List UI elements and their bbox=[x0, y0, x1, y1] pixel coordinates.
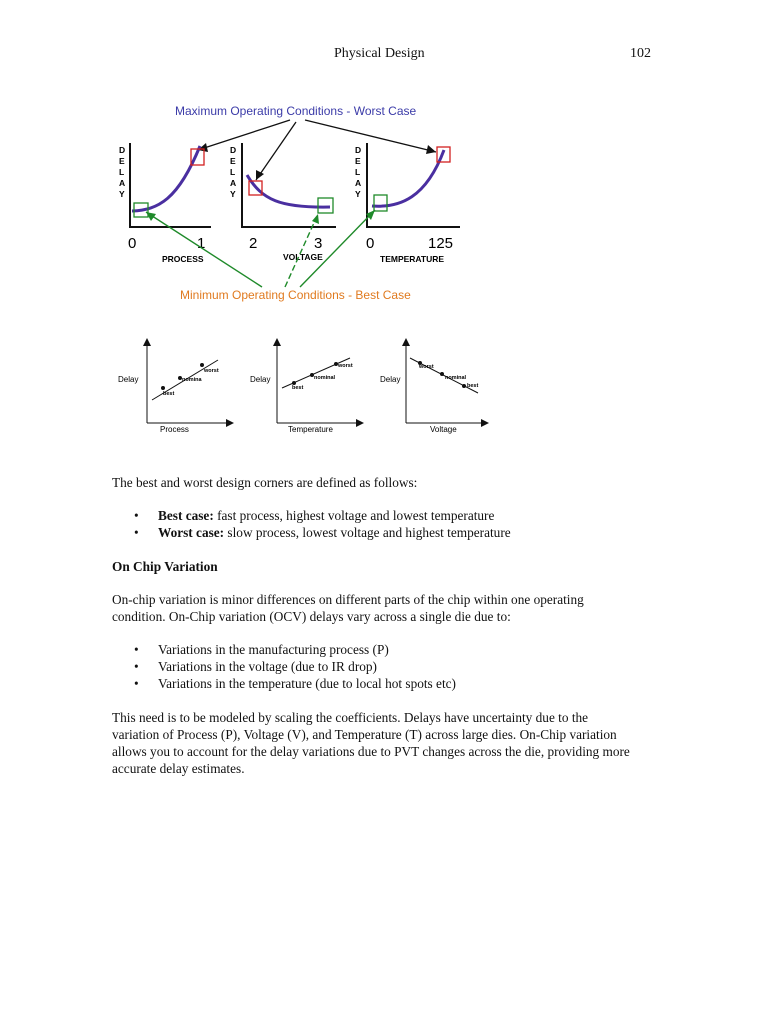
axis-letter: D bbox=[119, 145, 126, 155]
corner-list bbox=[112, 507, 672, 541]
axis-letter: A bbox=[230, 178, 237, 188]
point-label: nominal bbox=[445, 375, 467, 381]
trend-chart-process bbox=[118, 340, 232, 434]
trend-chart-temperature bbox=[250, 340, 362, 434]
tick-label: 0 bbox=[366, 235, 375, 252]
worst-arrow-voltage bbox=[256, 122, 296, 180]
point-label: nomina bbox=[182, 377, 202, 383]
x-axis-label: Process bbox=[160, 425, 189, 434]
data-point-best bbox=[161, 386, 165, 390]
page-number: 102 bbox=[630, 46, 651, 61]
tick-label: 2 bbox=[249, 235, 258, 252]
best-corner-box bbox=[318, 198, 333, 213]
axis-letter: L bbox=[230, 167, 236, 177]
axis-letter: E bbox=[230, 156, 236, 166]
delay-curve bbox=[132, 146, 200, 211]
axis-letter: Y bbox=[355, 189, 361, 199]
tick-label: 0 bbox=[128, 235, 137, 252]
point-label: worst bbox=[338, 363, 353, 369]
axis-letter: E bbox=[119, 156, 125, 166]
text-line: accurate delay estimates. bbox=[112, 761, 245, 776]
corner-text: slow process, lowest voltage and highest temperature bbox=[224, 525, 511, 540]
x-axis-label: TEMPERATURE bbox=[380, 254, 445, 264]
y-axis-label: Delay bbox=[380, 375, 401, 384]
best-arrow-temperature bbox=[300, 210, 375, 287]
data-point-nominal bbox=[440, 372, 444, 376]
text-line: condition. On-Chip variation (OCV) delays vary across a single die due to: bbox=[112, 609, 511, 624]
delay-curve bbox=[372, 150, 444, 206]
point-label: best bbox=[292, 385, 304, 391]
worst-arrow-process bbox=[198, 120, 290, 150]
axes bbox=[130, 143, 211, 227]
best-arrow-process bbox=[146, 212, 262, 287]
text-line: On-chip variation is minor differences on different parts of the chip within one operating bbox=[112, 592, 584, 607]
tick-label: 1 bbox=[197, 235, 206, 252]
running-title: Physical Design bbox=[334, 46, 425, 61]
point-label: worst bbox=[204, 368, 219, 374]
axis-letter: D bbox=[355, 145, 362, 155]
axis-letter: D bbox=[230, 145, 237, 155]
worst-case-annotation: Maximum Operating Conditions - Worst Case bbox=[175, 104, 417, 118]
bullet-icon: • bbox=[134, 642, 139, 657]
list-item bbox=[112, 507, 672, 524]
corner-label: Best case: bbox=[158, 508, 214, 523]
x-axis-label: PROCESS bbox=[162, 254, 204, 264]
bullet-icon: • bbox=[134, 525, 139, 540]
worst-arrowhead-temperature bbox=[426, 145, 436, 154]
best-corner-box bbox=[374, 195, 387, 211]
list-item bbox=[112, 675, 672, 692]
x-axis-label: Voltage bbox=[430, 425, 457, 434]
best-arrowhead-voltage bbox=[312, 214, 319, 224]
axis-letter: A bbox=[119, 178, 126, 188]
best-case-arrows bbox=[146, 210, 375, 287]
chart-temperature bbox=[355, 143, 460, 264]
ocv-paragraph bbox=[112, 591, 672, 625]
closing-paragraph bbox=[112, 709, 672, 777]
axis-letter: E bbox=[355, 156, 361, 166]
data-point-worst bbox=[200, 363, 204, 367]
variation-text: Variations in the manufacturing process (P) bbox=[158, 642, 389, 657]
worst-arrow-temperature bbox=[305, 120, 436, 152]
text-line: This need is to be modeled by scaling the coefficients. Delays have uncertainty due to the bbox=[112, 710, 589, 725]
point-label: best bbox=[467, 383, 479, 389]
worst-arrowhead-voltage bbox=[256, 170, 264, 180]
axis-letter: L bbox=[355, 167, 361, 177]
operating-conditions-figure bbox=[0, 0, 768, 320]
bullet-icon: • bbox=[134, 508, 139, 523]
tick-label: 125 bbox=[428, 235, 454, 252]
point-label: worst bbox=[419, 364, 434, 370]
point-label: nominal bbox=[314, 375, 336, 381]
axis-letter: L bbox=[119, 167, 125, 177]
best-case-annotation: Minimum Operating Conditions - Best Case bbox=[180, 288, 411, 302]
axis-letter: Y bbox=[230, 189, 236, 199]
trend-chart-voltage bbox=[380, 340, 487, 434]
text-line: allows you to account for the delay variations due to PVT changes across the die, providing more bbox=[112, 744, 630, 759]
x-axis-label: Temperature bbox=[288, 425, 333, 434]
axis-letter: A bbox=[355, 178, 362, 188]
axes bbox=[367, 143, 460, 227]
delay-trend-figure bbox=[0, 330, 768, 440]
x-axis-label: VOLTAGE bbox=[283, 252, 323, 262]
y-axis-label: Delay bbox=[118, 375, 139, 384]
section-heading: On Chip Variation bbox=[112, 559, 218, 574]
bullet-icon: • bbox=[134, 659, 139, 674]
corner-label: Worst case: bbox=[158, 525, 225, 540]
bullet-icon: • bbox=[134, 676, 139, 691]
variation-list bbox=[112, 641, 672, 692]
variation-text: Variations in the temperature (due to local hot spots etc) bbox=[158, 676, 456, 691]
variation-text: Variations in the voltage (due to IR drop) bbox=[158, 659, 377, 674]
list-item bbox=[112, 658, 672, 675]
axes bbox=[242, 143, 336, 227]
chart-voltage bbox=[230, 143, 336, 262]
point-label: best bbox=[163, 391, 175, 397]
tick-label: 3 bbox=[314, 235, 323, 252]
list-item bbox=[112, 524, 672, 541]
intro-paragraph: The best and worst design corners are defined as follows: bbox=[112, 475, 418, 490]
best-arrowheads bbox=[146, 210, 375, 224]
axis-letter: Y bbox=[119, 189, 125, 199]
text-line: variation of Process (P), Voltage (V), and Temperature (T) across large dies. On-Chip variation bbox=[112, 727, 617, 742]
data-point-best bbox=[462, 384, 466, 388]
corner-text: fast process, highest voltage and lowest temperature bbox=[213, 508, 495, 523]
list-item bbox=[112, 641, 672, 658]
y-axis-label: Delay bbox=[250, 375, 271, 384]
